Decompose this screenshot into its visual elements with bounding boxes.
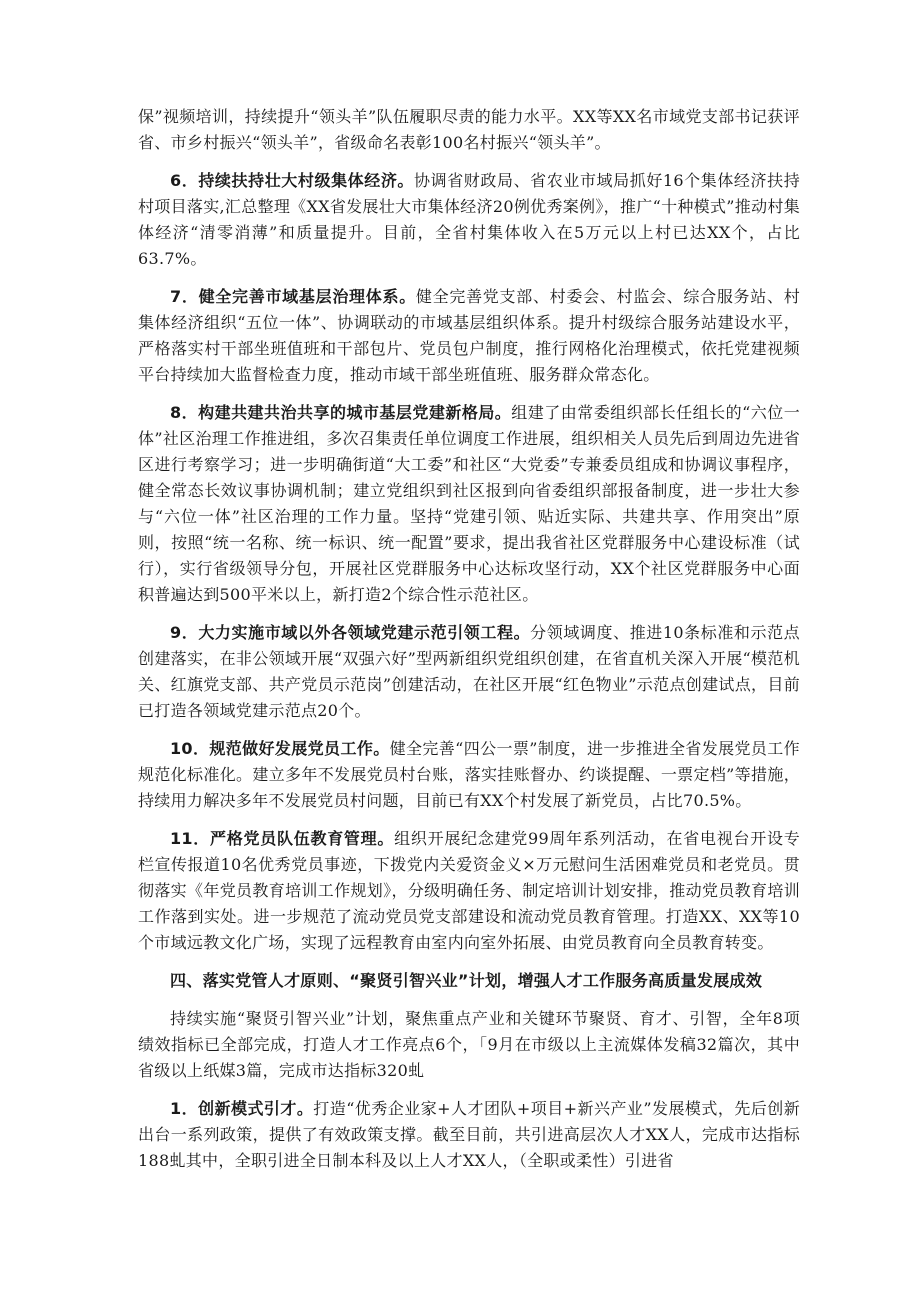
item-number: 10．: [170, 739, 210, 758]
paragraph-section-intro: [138, 1006, 800, 1084]
item-heading: 健全完善市域基层治理体系。: [198, 287, 416, 306]
item-heading: 规范做好发展党员工作。: [209, 739, 390, 758]
paragraph-continuation: [138, 104, 800, 156]
paragraph-body: 分领域调度、推进10条标准和示范点创建落实，在非公领域开展“双强六好”型两新组织党组织创建，在省直机关深入开展“模范机关、红旗党支部、共产党员示范岗”创建活动，在社区开展“红色物业”示范点创建试点，目前已打造各领域党建示范点20个。: [138, 623, 800, 720]
item-number: 6．: [170, 171, 199, 190]
paragraph-item-10: [138, 736, 800, 814]
paragraph-body: 打造“优秀企业家+人才团队+项目+新兴产业”发展模式，先后创新出台一系列政策，提供了有效政策支撑。截至目前，共引进高层次人才XX人，完成市达指标188虬其中，全职引进全日制本科及以上人才XX人，（全职或柔性）引进省: [138, 1099, 800, 1170]
item-number: 1．: [170, 1099, 199, 1118]
item-heading: 严格党员队伍教育管理。: [210, 829, 395, 848]
paragraph-body: 健全完善“四公一票”制度，进一步推进全省发展党员工作规范化标准化。建立多年不发展党员村台账，落实挂账督办、约谈提醒、一票定档”等措施，持续用力解决多年不发展党员村问题，目前已有XX个村发展了新党员，占比70.5%。: [138, 739, 800, 810]
item-heading: 持续扶持壮大村级集体经济。: [198, 171, 415, 190]
document-page: [138, 104, 800, 1186]
item-heading: 构建共建共治共享的城市基层党建新格局。: [198, 403, 512, 422]
paragraph-item-9: [138, 620, 800, 724]
paragraph-body: 健全完善党支部、村委会、村监会、综合服务站、村集体经济组织“五位一体”、协调联动的市域基层组织体系。提升村级综合服务站建设水平，严格落实村干部坐班值班和干部包片、党员包户制度，推行网格化治理模式，依托党建视频平台持续加大监督检查力度，推动市域干部坐班值班、服务群众常态化。: [138, 287, 801, 384]
item-heading: 大力实施市域以外各领域党建示范引领工程。: [198, 623, 531, 642]
item-number: 11．: [170, 829, 211, 848]
paragraph-item-8: [138, 400, 800, 608]
paragraph-body: 持续实施“聚贤引智兴业”计划，聚焦重点产业和关键环节聚贤、育才、引智，全年8项绩效指标已全部完成，打造人才工作亮点6个，「9月在市级以上主流媒体发稿32篇次，其中省级以上纸媒3篇，完成市达指标320虬: [138, 1009, 800, 1080]
paragraph-body: 保”视频培训，持续提升“领头羊”队伍履职尽责的能力水平。XX等XX名市域党支部书记获评省、市乡村振兴“领头羊”，省级命名表彰100名村振兴“领头羊”。: [138, 107, 800, 152]
paragraph-item-7: [138, 284, 800, 388]
item-heading: 创新模式引才。: [198, 1099, 314, 1118]
paragraph-body: 组织开展纪念建党99周年系列活动，在省电视台开设专栏宣传报道10名优秀党员事迹，下拨党内关爱资金义×万元慰问生活困难党员和老党员。贯彻落实《年党员教育培训工作规划》，分级明确任务、制定培训计划安排，推动党员教育培训工作落到实处。进一步规范了流动党员党支部建设和流动党员教育管理。打造XX、XX等10个市域远教文化广场，实现了远程教育由室内向室外拓展、由党员教育向全员教育转变。: [138, 829, 800, 952]
item-number: 8．: [170, 403, 199, 422]
paragraph-item-11: [138, 826, 800, 956]
paragraph-item-6: [138, 168, 800, 272]
item-number: 7．: [170, 287, 199, 306]
item-number: 9．: [170, 623, 199, 642]
paragraph-item-1: [138, 1096, 800, 1174]
paragraph-body: 协调省财政局、省农业市域局抓好16个集体经济扶持村项目落实,汇总整理《XX省发展壮大市集体经济20例优秀案例》，推广“十种模式”推动村集体经济“清零消薄”和质量提升。目前，全省村集体收入在5万元以上村已达XX个，占比63.7%。: [138, 171, 801, 268]
section-heading: 四、落实党管人才原则、“聚贤引智兴业”计划，增强人才工作服务高质量发展成效: [170, 971, 763, 990]
paragraph-body: 组建了由常委组织部长任组长的“六位一体”社区治理工作推进组，多次召集责任单位调度工作进展，组织相关人员先后到周边先进省区进行考察学习；进一步明确街道“大工委”和社区“大党委”专兼委员组成和协调议事程序，健全常态长效议事协调机制；建立党组织到社区报到向省委组织部报备制度，进一步壮大参与“六位一体”社区治理的工作力量。坚持“党建引领、贴近实际、共建共享、作用突出”原则，按照“统一名称、统一标识、统一配置”要求，提出我省社区党群服务中心建设标准（试行），实行省级领导分包，开展社区党群服务中心达标攻坚行动，XX个社区党群服务中心面积普遍达到500平米以上，新打造2个综合性示范社区。: [138, 403, 800, 604]
